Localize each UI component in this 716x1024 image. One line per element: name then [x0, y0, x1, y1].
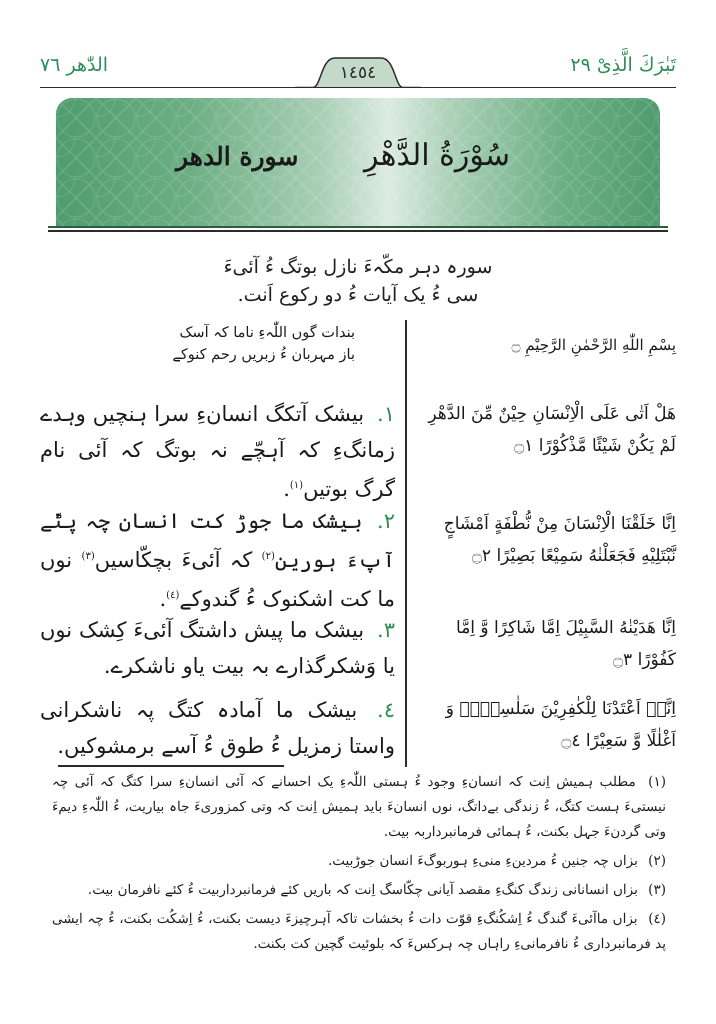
verse-1-text: بیشک آتکگ انسانءِ سرا ہنچیں وہدے زمانگءِ کہ آہچّے نہ بوتگ کہ آئی نام گرگ بوتیں — [40, 402, 395, 501]
verse-3-translation — [40, 612, 395, 684]
column-divider — [405, 320, 407, 767]
verse-4-number: ٤. — [377, 698, 395, 722]
footnote-rule — [58, 765, 284, 767]
bismillah-translation-line-1: بندات گوں اللّٰہءِ ناما کہ آسک — [179, 325, 355, 341]
footnote-1-marker: (١) — [648, 774, 666, 790]
verse-1-translation — [40, 396, 395, 507]
verse-3-number: ٣. — [377, 618, 395, 642]
verse-2-end: . — [159, 587, 167, 611]
footnote-3 — [52, 878, 666, 903]
banner-geometric-pattern — [56, 98, 660, 226]
verse-1-arabic: هَلْ اَتٰی عَلَی الْاِنْسَانِ حِیْنٌ مِّنَ الدَّهْرِ لَمْ یَكُنْ شَیْئًا مَّذْكُوْرًا ۝١ — [428, 404, 676, 456]
footnote-4 — [52, 907, 666, 957]
verse-1-end: . — [283, 477, 290, 501]
banner-rule-top — [48, 226, 668, 228]
page-number-tab — [295, 56, 421, 88]
footnote-3-text: بزاں انسانانی زندگ کنگءِ مقصد آیانی چکّاسگ اِنت کہ باریں کئے فرمانبرداربیت ءُ کئے نافرمان بیت. — [87, 882, 638, 898]
verse-2-arabic: اِنَّا خَلَقْنَا الْاِنْسَانَ مِنْ نُّطْفَةٍ اَمْشَاجٍ نَّبْتَلِیْهِ فَجَعَلْنٰهُ سَمِیْعًا بَصِیْرًا ۝٢ — [443, 514, 676, 566]
surah-intro — [0, 253, 716, 309]
header-rule — [40, 87, 676, 89]
footnote-4-marker: (٤) — [648, 911, 667, 927]
footnotes — [52, 770, 666, 957]
verse-3-text: بیشک ما پیش داشتگ آئیءَ کِشک نوں یا وَشکرگذارے بہ بیت یاو ناشکرے. — [40, 618, 395, 678]
surah-running-title: الدّٰھر ٧٦ — [40, 54, 109, 76]
verse-2-number: ٢. — [377, 509, 395, 533]
footnote-ref-2[interactable]: (٢) — [261, 551, 275, 562]
juz-running-title: تَبٰرَكَ الَّذِیْ ٢٩ — [570, 54, 676, 76]
verse-2-text-b: کہ آئیءَ بچکّاسیں — [94, 548, 253, 572]
surah-name-balochi: سورة الدھر — [176, 142, 299, 171]
verse-4-arabic: اِنَّاۤ اَعْتَدْنَا لِلْكٰفِرِیْنَ سَلٰسِلَا۠ وَ اَغْلٰلًا وَّ سَعِیْرًا ۝٤ — [445, 699, 676, 751]
verse-2-text-c: نوں ما کت اشکنوک ءُ گندوکے — [40, 548, 395, 611]
bismillah-translation — [40, 322, 395, 366]
verse-3-arabic: اِنَّا هَدَیْنٰهُ السَّبِیْلَ اِمَّا شَاكِرًا وَّ اِمَّا كَفُوْرًا ۝٣ — [456, 618, 676, 670]
verse-4-translation — [40, 692, 395, 764]
bismillah-translation-line-2: باز مہربان ءُ زبریں رحم کنوکے — [172, 347, 355, 363]
verse-2-text-a: بیشک ما جوڑ کت انسان چہ پٹّے آپءَ ہورین — [40, 509, 395, 572]
footnote-2-marker: (٢) — [648, 853, 666, 869]
footnote-4-text: بزاں ماآئیءَ گندگ ءُ اِشکُنگءِ قوّت دات ءُ بخشات تاکہ آہرچیزءَ دیست بکنت، ءُ اِشکُت بکنت، ءُ چہ ایشی پد فرمانبرداری ءُ نافرمانیءِ راہاں چہ ہرکسءَ کہ بلوئیت گچین کت بکنت. — [52, 911, 666, 952]
running-header — [40, 50, 676, 88]
verse-2-translation — [40, 503, 395, 617]
footnote-ref-3[interactable]: (٣) — [81, 551, 95, 562]
page-number: ١٤٥٤ — [339, 63, 377, 83]
footnote-2-text: بزاں چہ جنین ءُ مردینءِ منیءِ ہوربوگءَ انسان جوڑبیت. — [327, 853, 638, 869]
footnote-ref-1[interactable]: (١) — [289, 480, 304, 491]
verse-1-number: ١. — [377, 402, 396, 426]
verse-4-text: بیشک ما آمادہ کتگ پہ ناشکرانی واستا زمزیل ءُ طوق ءُ آسے برمشوکیں. — [40, 698, 395, 758]
footnote-3-marker: (٣) — [648, 882, 666, 898]
surah-banner — [56, 98, 660, 226]
intro-line-2: سی ءُ یک آیات ءُ دو رکوع اَنت. — [237, 284, 479, 306]
surah-name-arabic: سُوْرَةُ الدَّهْرِ — [364, 138, 510, 173]
intro-line-1: سورہ دہر مکّہءَ نازل بوتگ ءُ آئیءَ — [223, 256, 493, 278]
footnote-ref-4[interactable]: (٤) — [166, 590, 180, 601]
footnote-2 — [52, 849, 666, 874]
footnote-1-text: مطلب ہمیش اِنت کہ انسانءِ وجود ءُ ہستی اللّٰہءِ یک احسانے کہ آئی انسانءِ سرا کتگ کہ آئی چہ نیستیءَ ہست کتگ، ءُ زندگی بےداتگ، نوں انسانءَ باید ہمیش اِنت کہ وتی کمزوریءَ جاہ بیاریت، ءُ اللّٰہءِ دیمءَ وتی گردنءَ جہل بکنت، ءُ ہمائی فرمانبرداربہ بیت. — [52, 774, 666, 840]
footnote-1 — [52, 770, 666, 845]
bismillah-arabic: بِسْمِ اللّٰهِ الرَّحْمٰنِ الرَّحِیْمِ ۝ — [511, 336, 676, 354]
banner-rule-bottom — [48, 230, 668, 232]
